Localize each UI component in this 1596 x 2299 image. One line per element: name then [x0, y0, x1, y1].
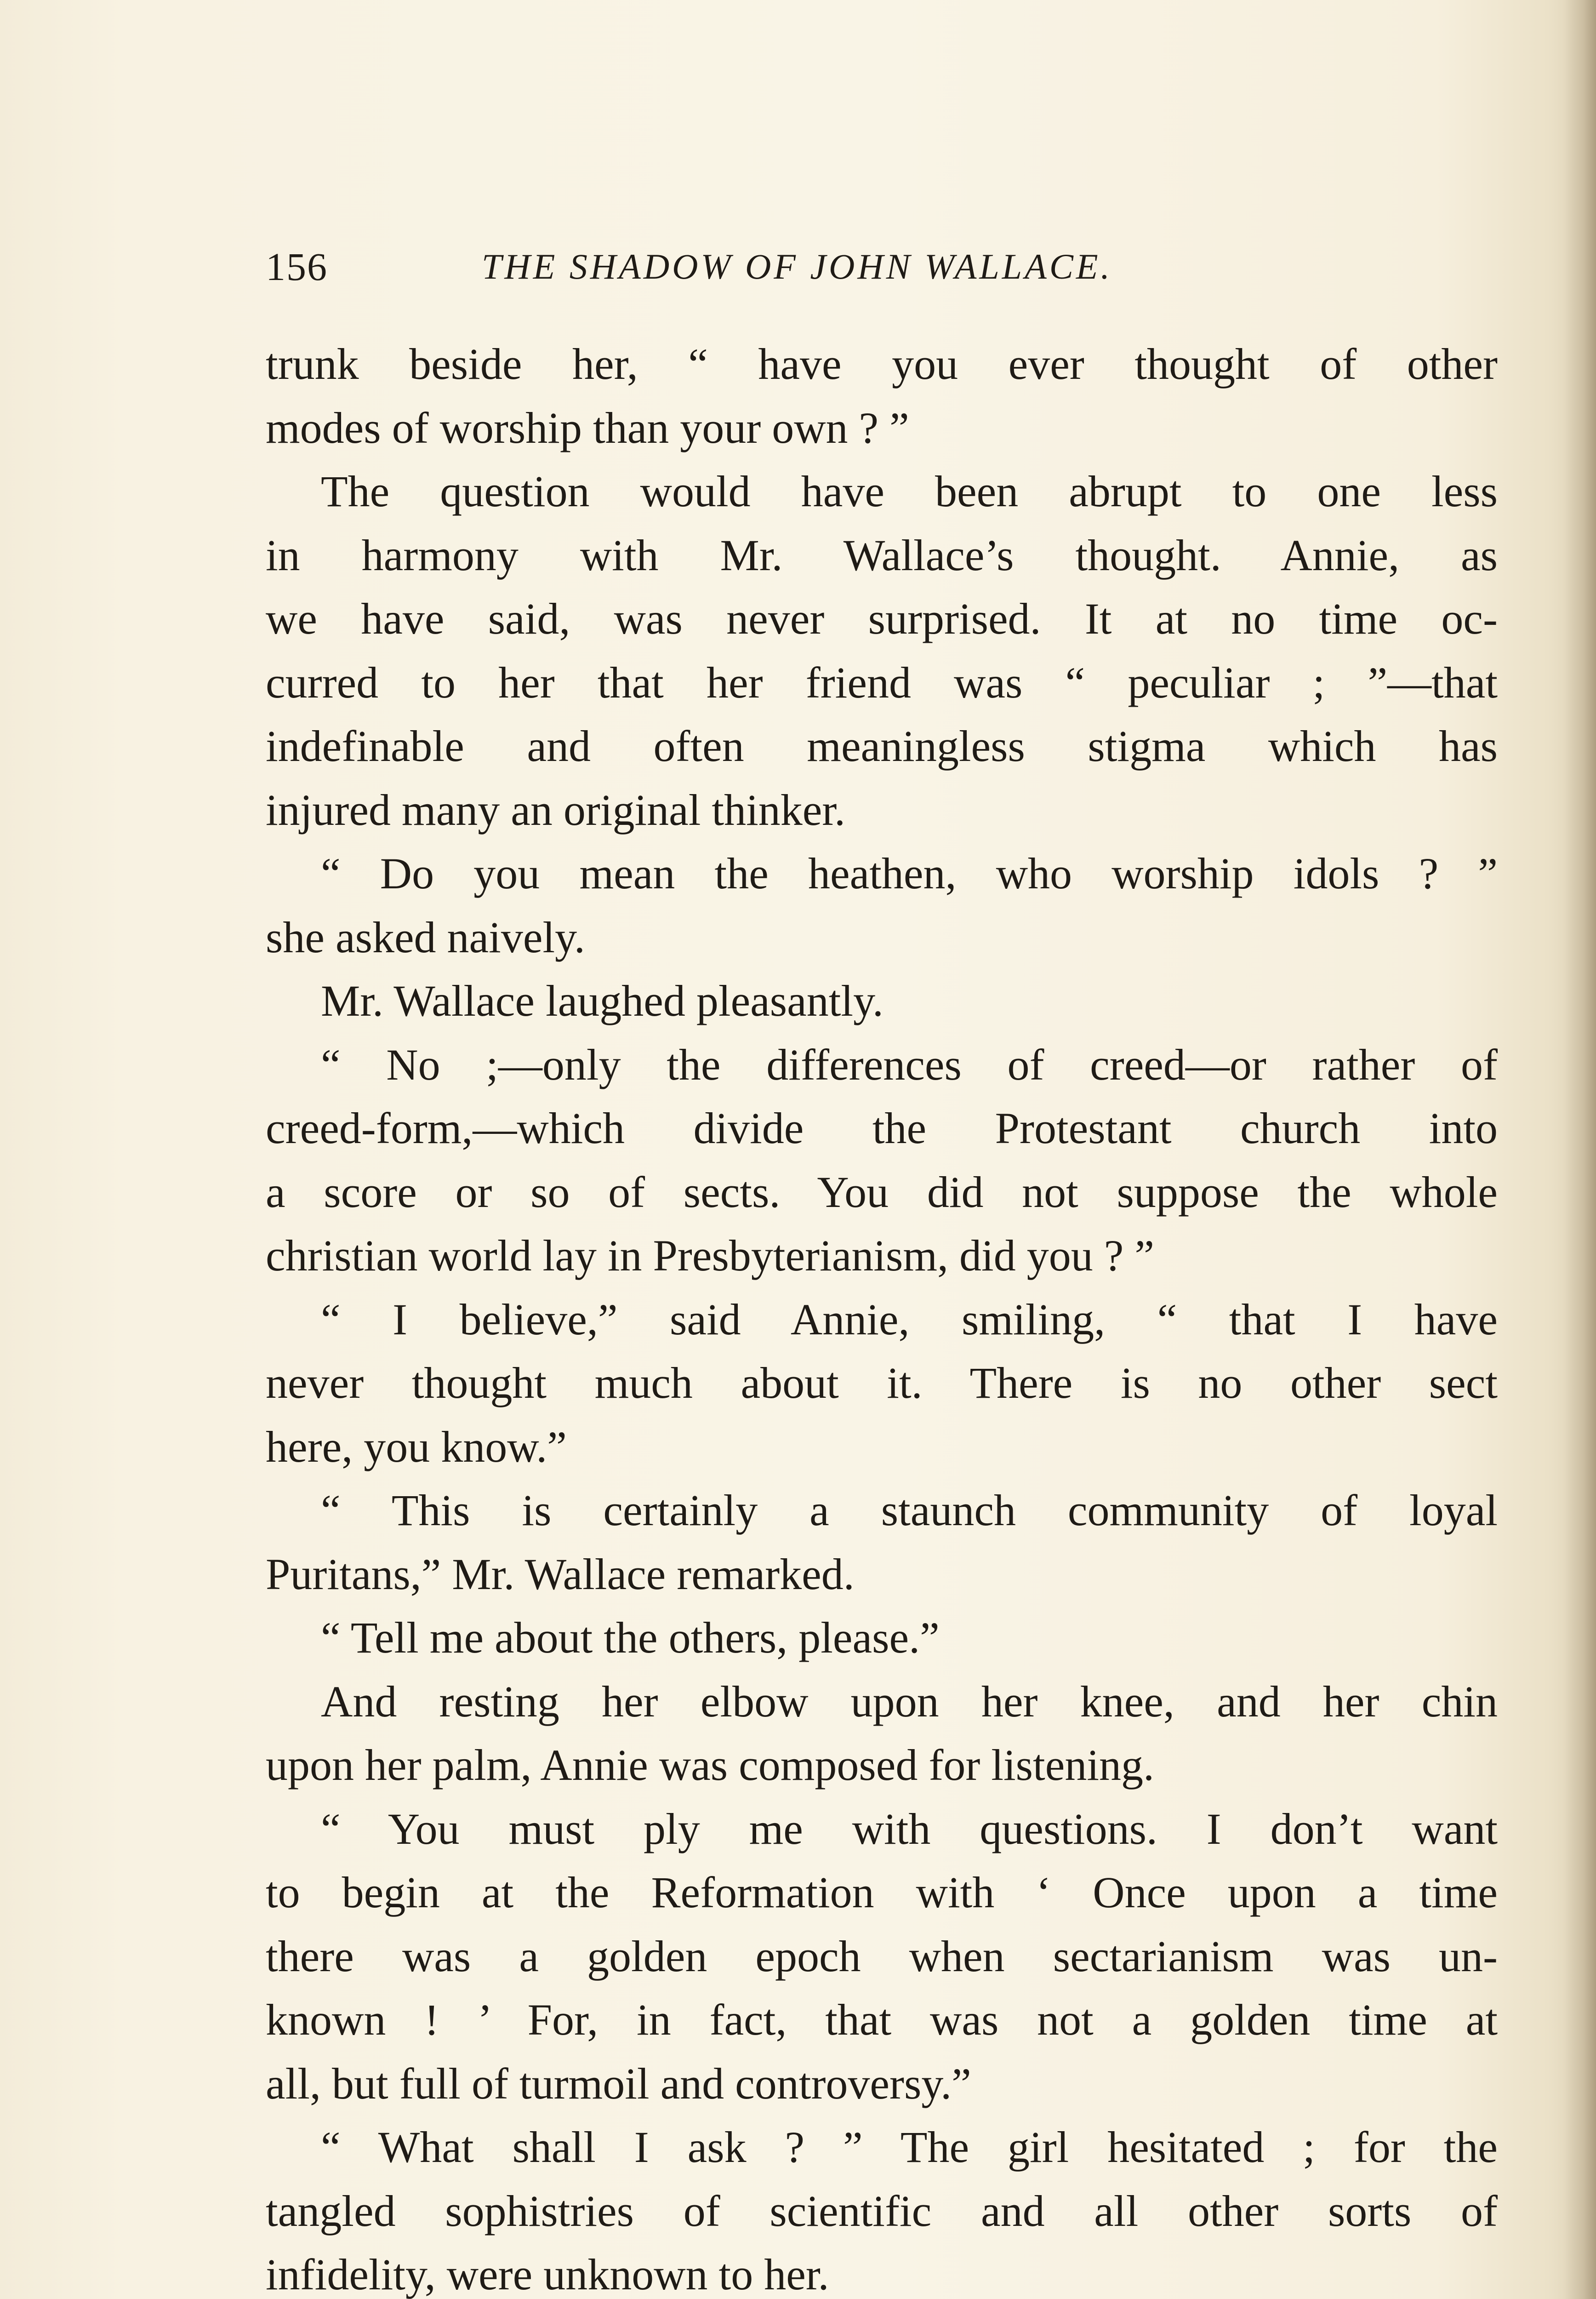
text-line: here, you know.”: [266, 1422, 567, 1471]
text-line: known ! ’ For, in fact, that was not a golden time at: [266, 1995, 1498, 2044]
page-edge-shadow: [1564, 0, 1596, 2299]
text-line: christian world lay in Presbyterianism, did you ? ”: [266, 1231, 1154, 1280]
text-line: upon her palm, Annie was composed for listening.: [266, 1740, 1154, 1790]
text-line: we have said, was never surprised. It at no time oc-: [266, 594, 1498, 643]
text-line: injured many an original thinker.: [266, 785, 846, 835]
text-line: Mr. Wallace laughed pleasantly.: [321, 976, 884, 1025]
text-line: she asked naively.: [266, 912, 585, 962]
text-line: trunk beside her, “ have you ever thought of other: [266, 339, 1498, 389]
body-text: [266, 332, 1498, 2299]
text-line: never thought much about it. There is no other sect: [266, 1358, 1498, 1407]
page-number: 156: [266, 245, 328, 289]
text-line: “ No ;—only the differences of creed—or rather of: [321, 1040, 1498, 1089]
text-line: “ I believe,” said Annie, smiling, “ that I have: [321, 1294, 1498, 1344]
page-header: [266, 239, 1507, 294]
text-line: “ What shall I ask ? ” The girl hesitated ; for the: [321, 2122, 1498, 2172]
text-line: to begin at the Reformation with ‘ Once upon a time: [266, 1868, 1498, 1917]
text-line: The question would have been abrupt to one less: [321, 467, 1498, 516]
text-line: “ Do you mean the heathen, who worship idols ? ”: [321, 849, 1498, 898]
text-line: “ Tell me about the others, please.”: [321, 1613, 940, 1662]
text-line: creed-form,—which divide the Protestant church into: [266, 1104, 1498, 1153]
text-line: “ You must ply me with questions. I don’t want: [321, 1804, 1498, 1853]
text-line: curred to her that her friend was “ peculiar ; ”—that: [266, 658, 1498, 707]
text-line: infidelity, were unknown to her.: [266, 2250, 829, 2299]
text-line: there was a golden epoch when sectarianism was un-: [266, 1931, 1498, 1981]
text-line: in harmony with Mr. Wallace’s thought. Annie, as: [266, 530, 1498, 580]
text-line: indefinable and often meaningless stigma which has: [266, 721, 1498, 771]
text-line: “ This is certainly a staunch community of loyal: [321, 1486, 1498, 1535]
text-line: And resting her elbow upon her knee, and her chin: [321, 1676, 1498, 1726]
text-line: Puritans,” Mr. Wallace remarked.: [266, 1549, 855, 1599]
running-title: THE SHADOW OF JOHN WALLACE.: [482, 246, 1112, 286]
text-line: tangled sophistries of scientific and all other sorts of: [266, 2186, 1498, 2236]
text-line: modes of worship than your own ? ”: [266, 403, 909, 452]
text-line: a score or so of sects. You did not suppose the whole: [266, 1167, 1498, 1217]
text-line: all, but full of turmoil and controversy.”: [266, 2059, 971, 2108]
